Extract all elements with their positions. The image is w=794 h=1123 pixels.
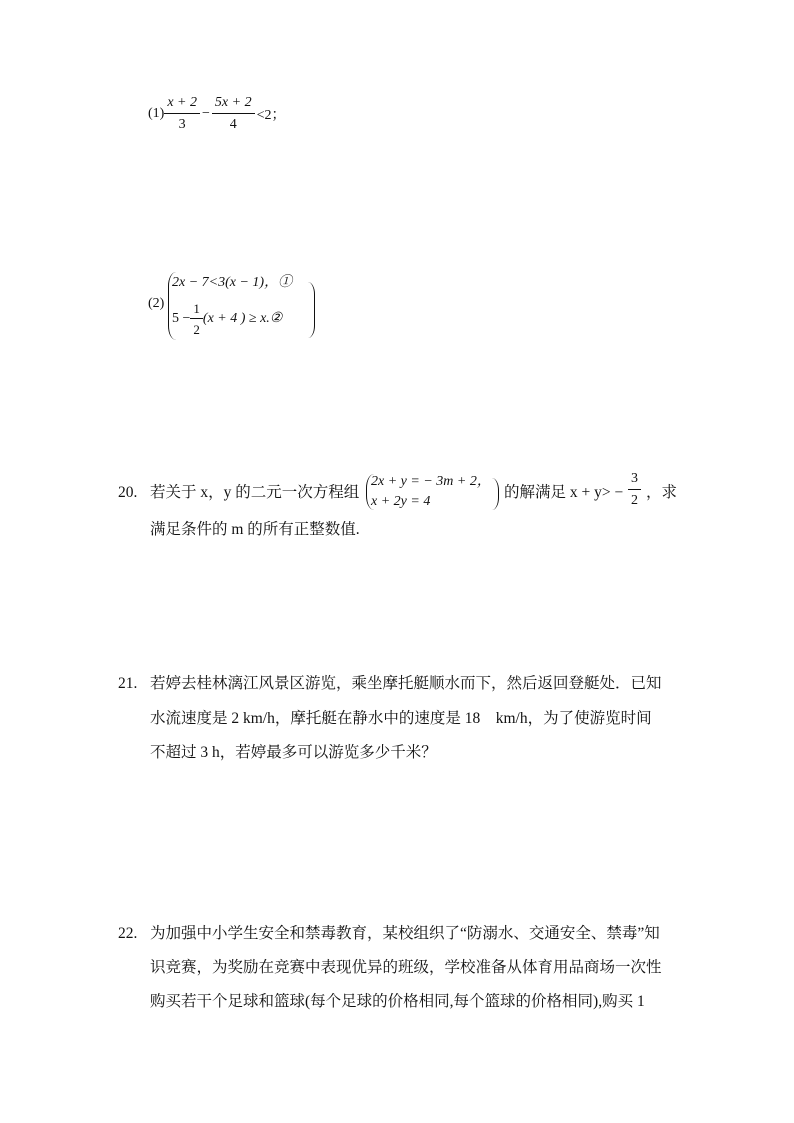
system-equation-1: 2x + y = − 3m + 2， <box>371 474 491 489</box>
problem21-line-3: 不超过 3 h，若婷最多可以游览多少千米？ <box>150 744 437 761</box>
problem21-line-2: 水流速度是 2 km/h，摩托艇在静水中的速度是 18 km/h，为了使游览时间 <box>150 710 652 727</box>
part1-fraction-2 <box>212 96 255 132</box>
part2-label: (2) <box>148 296 165 311</box>
problem22-line-3: 购买若干个足球和篮球(每个足球的价格相同,每个篮球的价格相同),购买 1 <box>150 993 645 1010</box>
problem19-part2 <box>148 268 328 344</box>
part1-relation: <2； <box>256 108 286 123</box>
problem19-part1 <box>148 96 285 132</box>
line2-suffix: (x + 4 ) ≥ x.② <box>202 311 283 326</box>
problem20-text-b: 的解满足 x + y> − <box>504 484 624 501</box>
fraction-1-denominator: 3 <box>178 117 186 132</box>
line2-fraction-denominator: 2 <box>193 322 200 337</box>
problem20-line-2: 满足条件的 m 的所有正整数值. <box>150 521 360 538</box>
problem20-number: 20. <box>118 484 138 501</box>
problem20-fraction-denominator: 2 <box>631 493 638 508</box>
problem20-fraction <box>628 472 641 508</box>
system-right-brace-icon <box>492 478 499 510</box>
problem20 <box>118 472 688 544</box>
part1-fraction-1 <box>164 96 200 132</box>
fraction-1-numerator: x + 2 <box>164 96 200 114</box>
fraction-2-denominator: 4 <box>229 117 237 132</box>
problem22-number: 22. <box>118 925 138 942</box>
problem22-line-1: 为加强中小学生安全和禁毒教育，某校组织了“防溺水、交通安全、禁毒”知 <box>150 925 660 942</box>
right-brace-icon <box>308 282 315 338</box>
problem21-line-1: 若婷去桂林漓江风景区游览，乘坐摩托艇顺水而下，然后返回登艇处．已知 <box>150 675 662 692</box>
part1-label: (1) <box>148 106 165 121</box>
system-line-1: 2x − 7<3(x − 1)，① <box>172 275 293 290</box>
system-equation-2: x + 2y = 4 <box>371 494 431 509</box>
problem22 <box>118 926 688 1026</box>
system-line-2 <box>172 302 282 336</box>
fraction-2-numerator: 5x + 2 <box>212 96 255 114</box>
problem20-text-a: 若关于 x，y 的二元一次方程组 <box>150 484 360 501</box>
line2-fraction-numerator: 1 <box>190 302 203 319</box>
problem21 <box>118 676 688 776</box>
problem22-line-2: 识竞赛，为奖励在竞赛中表现优异的班级，学校准备从体育用品商场一次性 <box>150 959 662 976</box>
problem21-number: 21. <box>118 675 138 692</box>
line2-prefix: 5 − <box>172 311 191 326</box>
minus-sign: − <box>202 106 210 121</box>
problem20-fraction-numerator: 3 <box>628 472 641 490</box>
problem20-text-c: ，求 <box>646 484 678 501</box>
line2-fraction <box>190 302 203 336</box>
